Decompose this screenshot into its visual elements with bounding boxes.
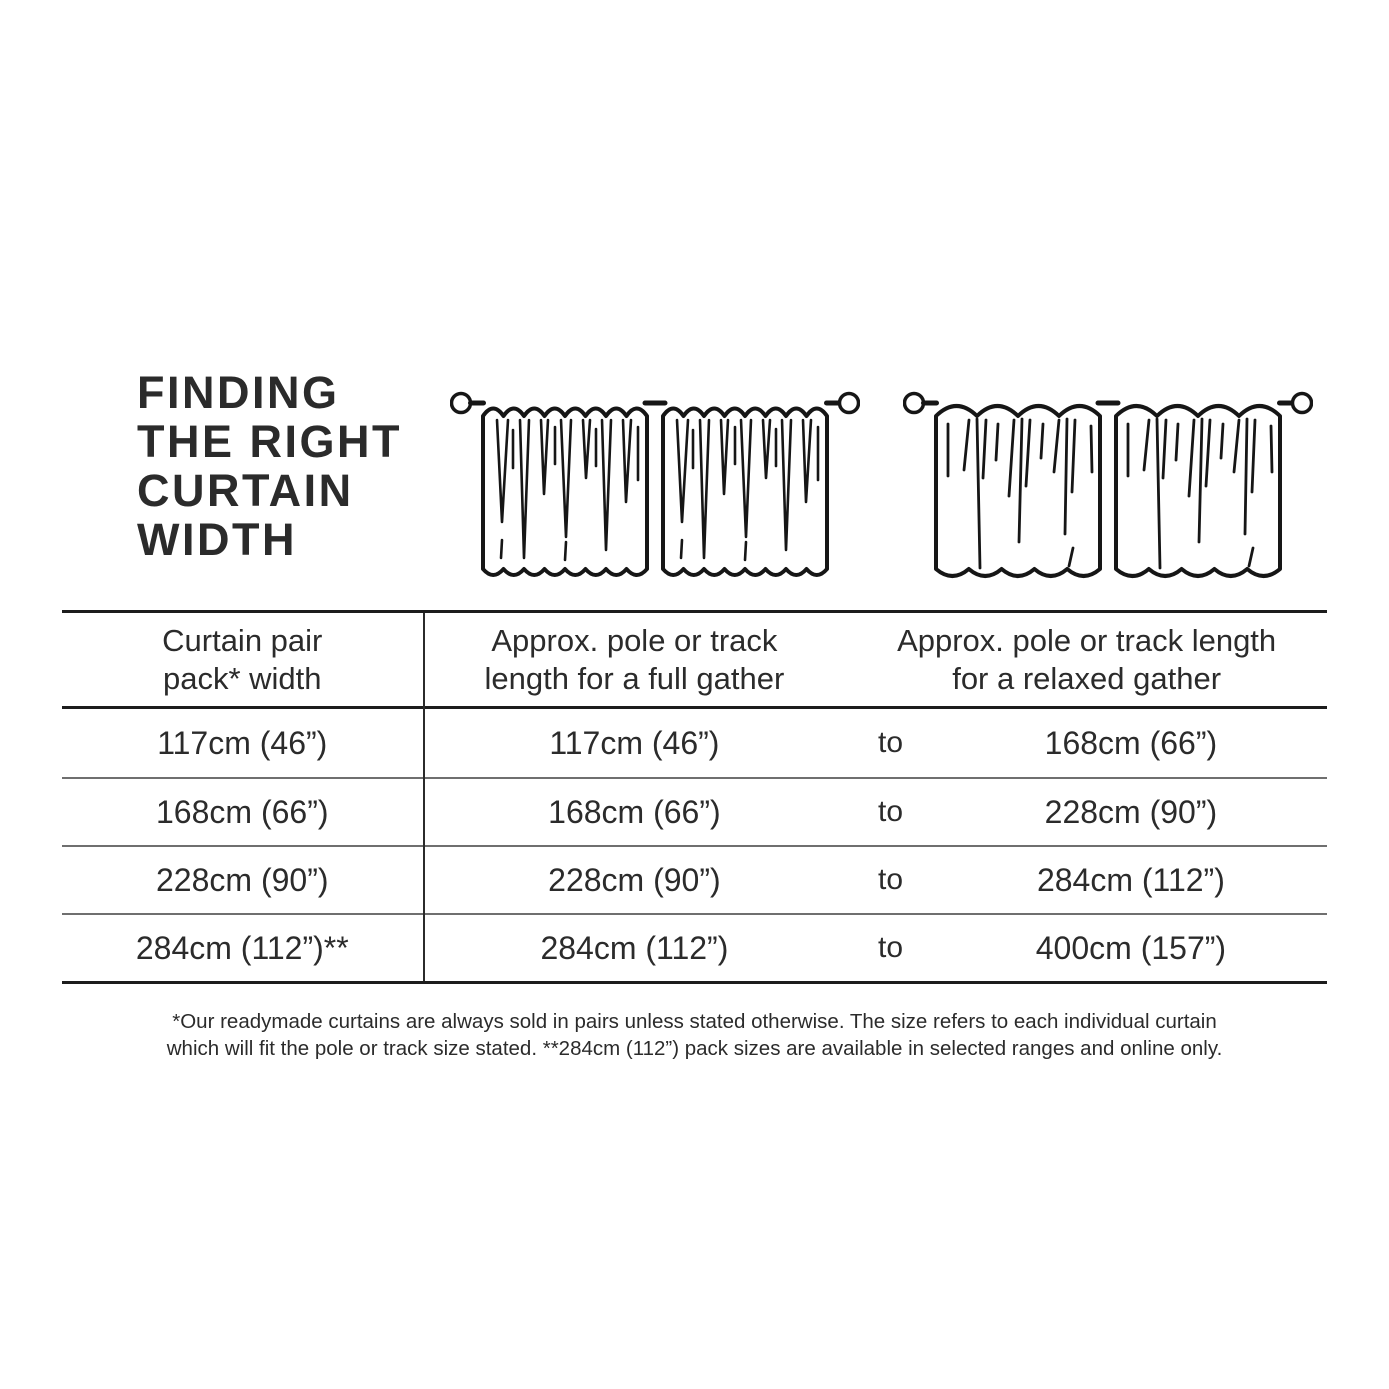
footnote-line: *Our readymade curtains are always sold in pairs unless stated otherwise. The size refers to each individual curtain [172,1010,1217,1033]
relaxed-gather-curtains-svg [903,372,1313,587]
pack-width-cell: 168cm (66”) [156,793,329,830]
table-row [62,845,1327,913]
relaxed-gather-cell: 168cm (66”) [1044,724,1218,761]
title-line: FINDING [137,367,340,418]
table-column-divider [423,613,425,981]
header-pack-width [62,622,423,698]
title-line: THE RIGHT [137,416,402,467]
curtain-size-table [62,610,1327,984]
relaxed-gather-cell: 284cm (112”) [1036,861,1225,898]
footnote-line: which will fit the pole or track size stated. **284cm (112”) pack sizes are available in selected ranges and online only. [166,1037,1223,1060]
table-row [62,913,1327,981]
range-separator: to [878,726,904,759]
curtain-panel-full-gather [483,409,647,576]
header-line: Approx. pole or track [491,622,778,658]
curtain-panel-relaxed-gather-right [1116,406,1280,576]
table-row [62,709,1327,777]
full-gather-cell: 284cm (112”) [540,929,729,966]
header-relaxed-gather [846,622,1327,698]
pack-width-cell: 284cm (112”)** [135,929,349,966]
curtain-panel-relaxed-gather [936,406,1100,576]
full-gather-curtains-svg [450,372,860,587]
relaxed-gather-curtains-icon [903,372,1313,587]
full-gather-cell: 168cm (66”) [548,793,721,830]
pole-finial-left-icon [452,394,471,413]
full-gather-cell: 117cm (46”) [549,724,720,761]
pole-finial-right-icon [840,394,859,413]
title-line: WIDTH [137,514,297,565]
pole-finial-left-icon [905,394,924,413]
title-line: CURTAIN [137,465,354,516]
full-gather-curtains-icon [450,372,860,587]
pole-finial-right-icon [1293,394,1312,413]
header-line: for a relaxed gather [952,660,1222,696]
header-full-gather [423,622,847,698]
range-separator: to [878,931,904,964]
header-line: Approx. pole or track length [897,622,1277,658]
page-title [137,368,402,564]
table-header-row [62,613,1327,709]
range-separator: to [878,863,904,896]
relaxed-gather-cell: 228cm (90”) [1044,793,1218,830]
full-gather-cell: 228cm (90”) [548,861,721,898]
table-row [62,777,1327,845]
header-line: length for a full gather [484,660,785,696]
header-line: pack* width [162,660,322,696]
pack-width-cell: 228cm (90”) [156,861,329,898]
range-separator: to [878,795,904,828]
pack-width-cell: 117cm (46”) [157,724,328,761]
curtain-panel-full-gather-right [663,409,827,576]
footnote [115,1008,1275,1062]
relaxed-gather-cell: 400cm (157”) [1035,929,1227,966]
header-line: Curtain pair [162,622,323,658]
